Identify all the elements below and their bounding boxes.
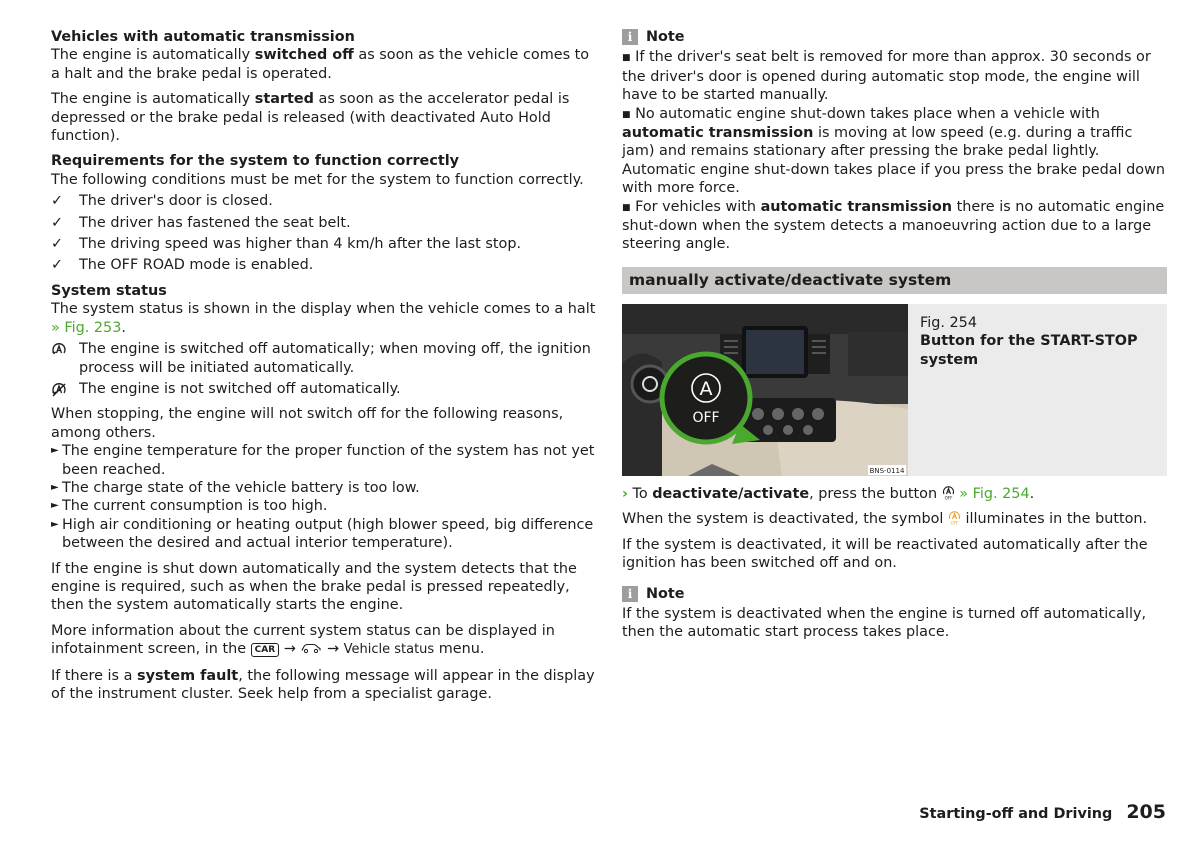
auto-start-stop-icon <box>51 342 67 358</box>
figure-254 <box>622 304 1167 476</box>
square-bullet-icon: ■ <box>622 202 631 213</box>
note-item: ■ If the driver's seat belt is removed for more than approx. 30 seconds or the driver's door is opened during automatic stop mode, the engine will have to be started manually. <box>622 49 1151 104</box>
list-item: ✓ The driver has fastened the seat belt. <box>51 214 351 231</box>
svg-text:OFF: OFF <box>944 495 953 500</box>
requirements-heading: Requirements for the system to function correctly <box>51 153 460 170</box>
info-icon: i <box>622 586 638 602</box>
list-item: ► High air conditioning or heating output (high blower speed, big difference between the desired and actual interior temperature). <box>51 516 594 552</box>
requirements-intro: The following conditions must be met for the system to function correctly. <box>51 171 584 188</box>
svg-text:OFF: OFF <box>950 520 959 526</box>
reactivated-paragraph: If the system is deactivated, it will be reactivated automatically after the ignition has been switched off and on. <box>622 536 1148 572</box>
list-item: ✓ The OFF ROAD mode is enabled. <box>51 257 314 274</box>
note-item: ■ For vehicles with automatic transmission there is no automatic engine shut-down when the system detects a manoeuvring action due to a large steering angle. <box>622 198 1165 253</box>
triangle-bullet-icon: ► <box>51 445 59 457</box>
vehicle-icon <box>300 640 322 655</box>
check-icon: ✓ <box>51 236 64 253</box>
shutdown-paragraph: If the engine is shut down automatically and the system detects that the engine is required, such as when the brake pedal is pressed repeatedly, then the system automatically starts the engine. <box>51 560 577 614</box>
stop-intro: When stopping, the engine will not switch off for the following reasons, among others. <box>51 406 564 441</box>
deactivated-paragraph: When the system is deactivated, the symbol OFF illuminates in the button. <box>622 511 1148 528</box>
figure-caption <box>908 304 1160 476</box>
page-number: 205 <box>1126 801 1166 823</box>
list-item: ► The current consumption is too high. <box>51 498 328 515</box>
triangle-bullet-icon: ► <box>51 518 59 530</box>
auto-heading: Vehicles with automatic transmission <box>51 29 355 45</box>
list-item: The engine is not switched off automatically. <box>51 380 596 398</box>
figure-image <box>622 304 908 476</box>
list-item: ✓ The driving speed was higher than 4 km/h after the last stop. <box>51 236 522 253</box>
fig-button-letter: A <box>699 377 713 400</box>
triangle-bullet-icon: ► <box>51 500 59 512</box>
square-bullet-icon: ■ <box>622 109 631 120</box>
footer-section: Starting-off and Driving <box>919 806 1113 822</box>
start-stop-button-icon <box>942 485 955 500</box>
fig-253-link[interactable]: » Fig. 253 <box>51 319 122 336</box>
auto-paragraph-1: The engine is automatically switched off as soon as the vehicle comes to a halt and the brake pedal is operated. <box>51 47 590 82</box>
requirements-list <box>51 192 596 275</box>
list-item: ► The charge state of the vehicle battery is too low. <box>51 479 420 496</box>
auto-paragraph-2: The engine is automatically started as soon as the accelerator pedal is depressed or the brake pedal is released (with deactivated Auto Hold function). <box>51 91 570 145</box>
status-heading: System status <box>51 282 167 299</box>
right-column <box>622 28 1167 642</box>
more-info-paragraph: More information about the current system status can be displayed in infotainment screen, in the CAR → → Vehicle status menu. <box>51 622 555 658</box>
left-column <box>51 28 596 703</box>
step-arrow-icon: › <box>622 485 628 502</box>
list-item: The engine is switched off automatically; when moving off, the ignition process will be initiated automatically. <box>51 340 596 377</box>
square-bullet-icon: ■ <box>622 53 631 64</box>
fault-paragraph: If there is a system fault, the following message will appear in the display of the instrument cluster. Seek help from a specialist garage. <box>51 667 595 702</box>
note-header: i Note <box>622 28 1167 46</box>
figure-title: Button for the START-STOP system <box>920 333 1138 368</box>
triangle-bullet-icon: ► <box>51 481 59 493</box>
car-key-icon: CAR <box>251 643 280 657</box>
page-footer <box>919 803 1166 823</box>
info-icon: i <box>622 29 638 45</box>
stop-reasons-list <box>51 442 596 552</box>
check-icon: ✓ <box>51 214 64 231</box>
check-icon: ✓ <box>51 257 64 274</box>
note-2-paragraph: If the system is deactivated when the engine is turned off automatically, then the automatic start process takes place. <box>622 605 1147 641</box>
list-item: ► The engine temperature for the proper function of the system has not yet been reached. <box>51 443 595 478</box>
note-header-2: i Note <box>622 585 1167 603</box>
check-icon: ✓ <box>51 193 64 210</box>
fig-button-label: OFF <box>692 409 720 426</box>
figure-number: Fig. 254 <box>920 314 977 331</box>
auto-start-stop-crossed-icon <box>51 382 67 398</box>
list-item: ✓ The driver's door is closed. <box>51 193 273 210</box>
section-title: manually activate/deactivate system <box>622 267 1167 294</box>
step-instruction: › To deactivate/activate, press the button OFF » Fig. 254. <box>622 485 1035 502</box>
status-intro: The system status is shown in the display when the vehicle comes to a halt » Fig. 253. <box>51 301 596 336</box>
note-item: ■ No automatic engine shut-down takes place when a vehicle with automatic transmission is moving at low speed (e.g. during a traffic jam) and remains stationary after pressing the brake pedal lightly. Automatic engine shut-down takes place if you press the brake pedal down with more force. <box>622 105 1165 197</box>
start-stop-symbol-amber-icon <box>948 510 961 525</box>
fig-254-link[interactable]: » Fig. 254 <box>959 485 1030 502</box>
fig-code: BNS-0114 <box>869 466 905 475</box>
dashboard-illustration <box>622 304 908 476</box>
